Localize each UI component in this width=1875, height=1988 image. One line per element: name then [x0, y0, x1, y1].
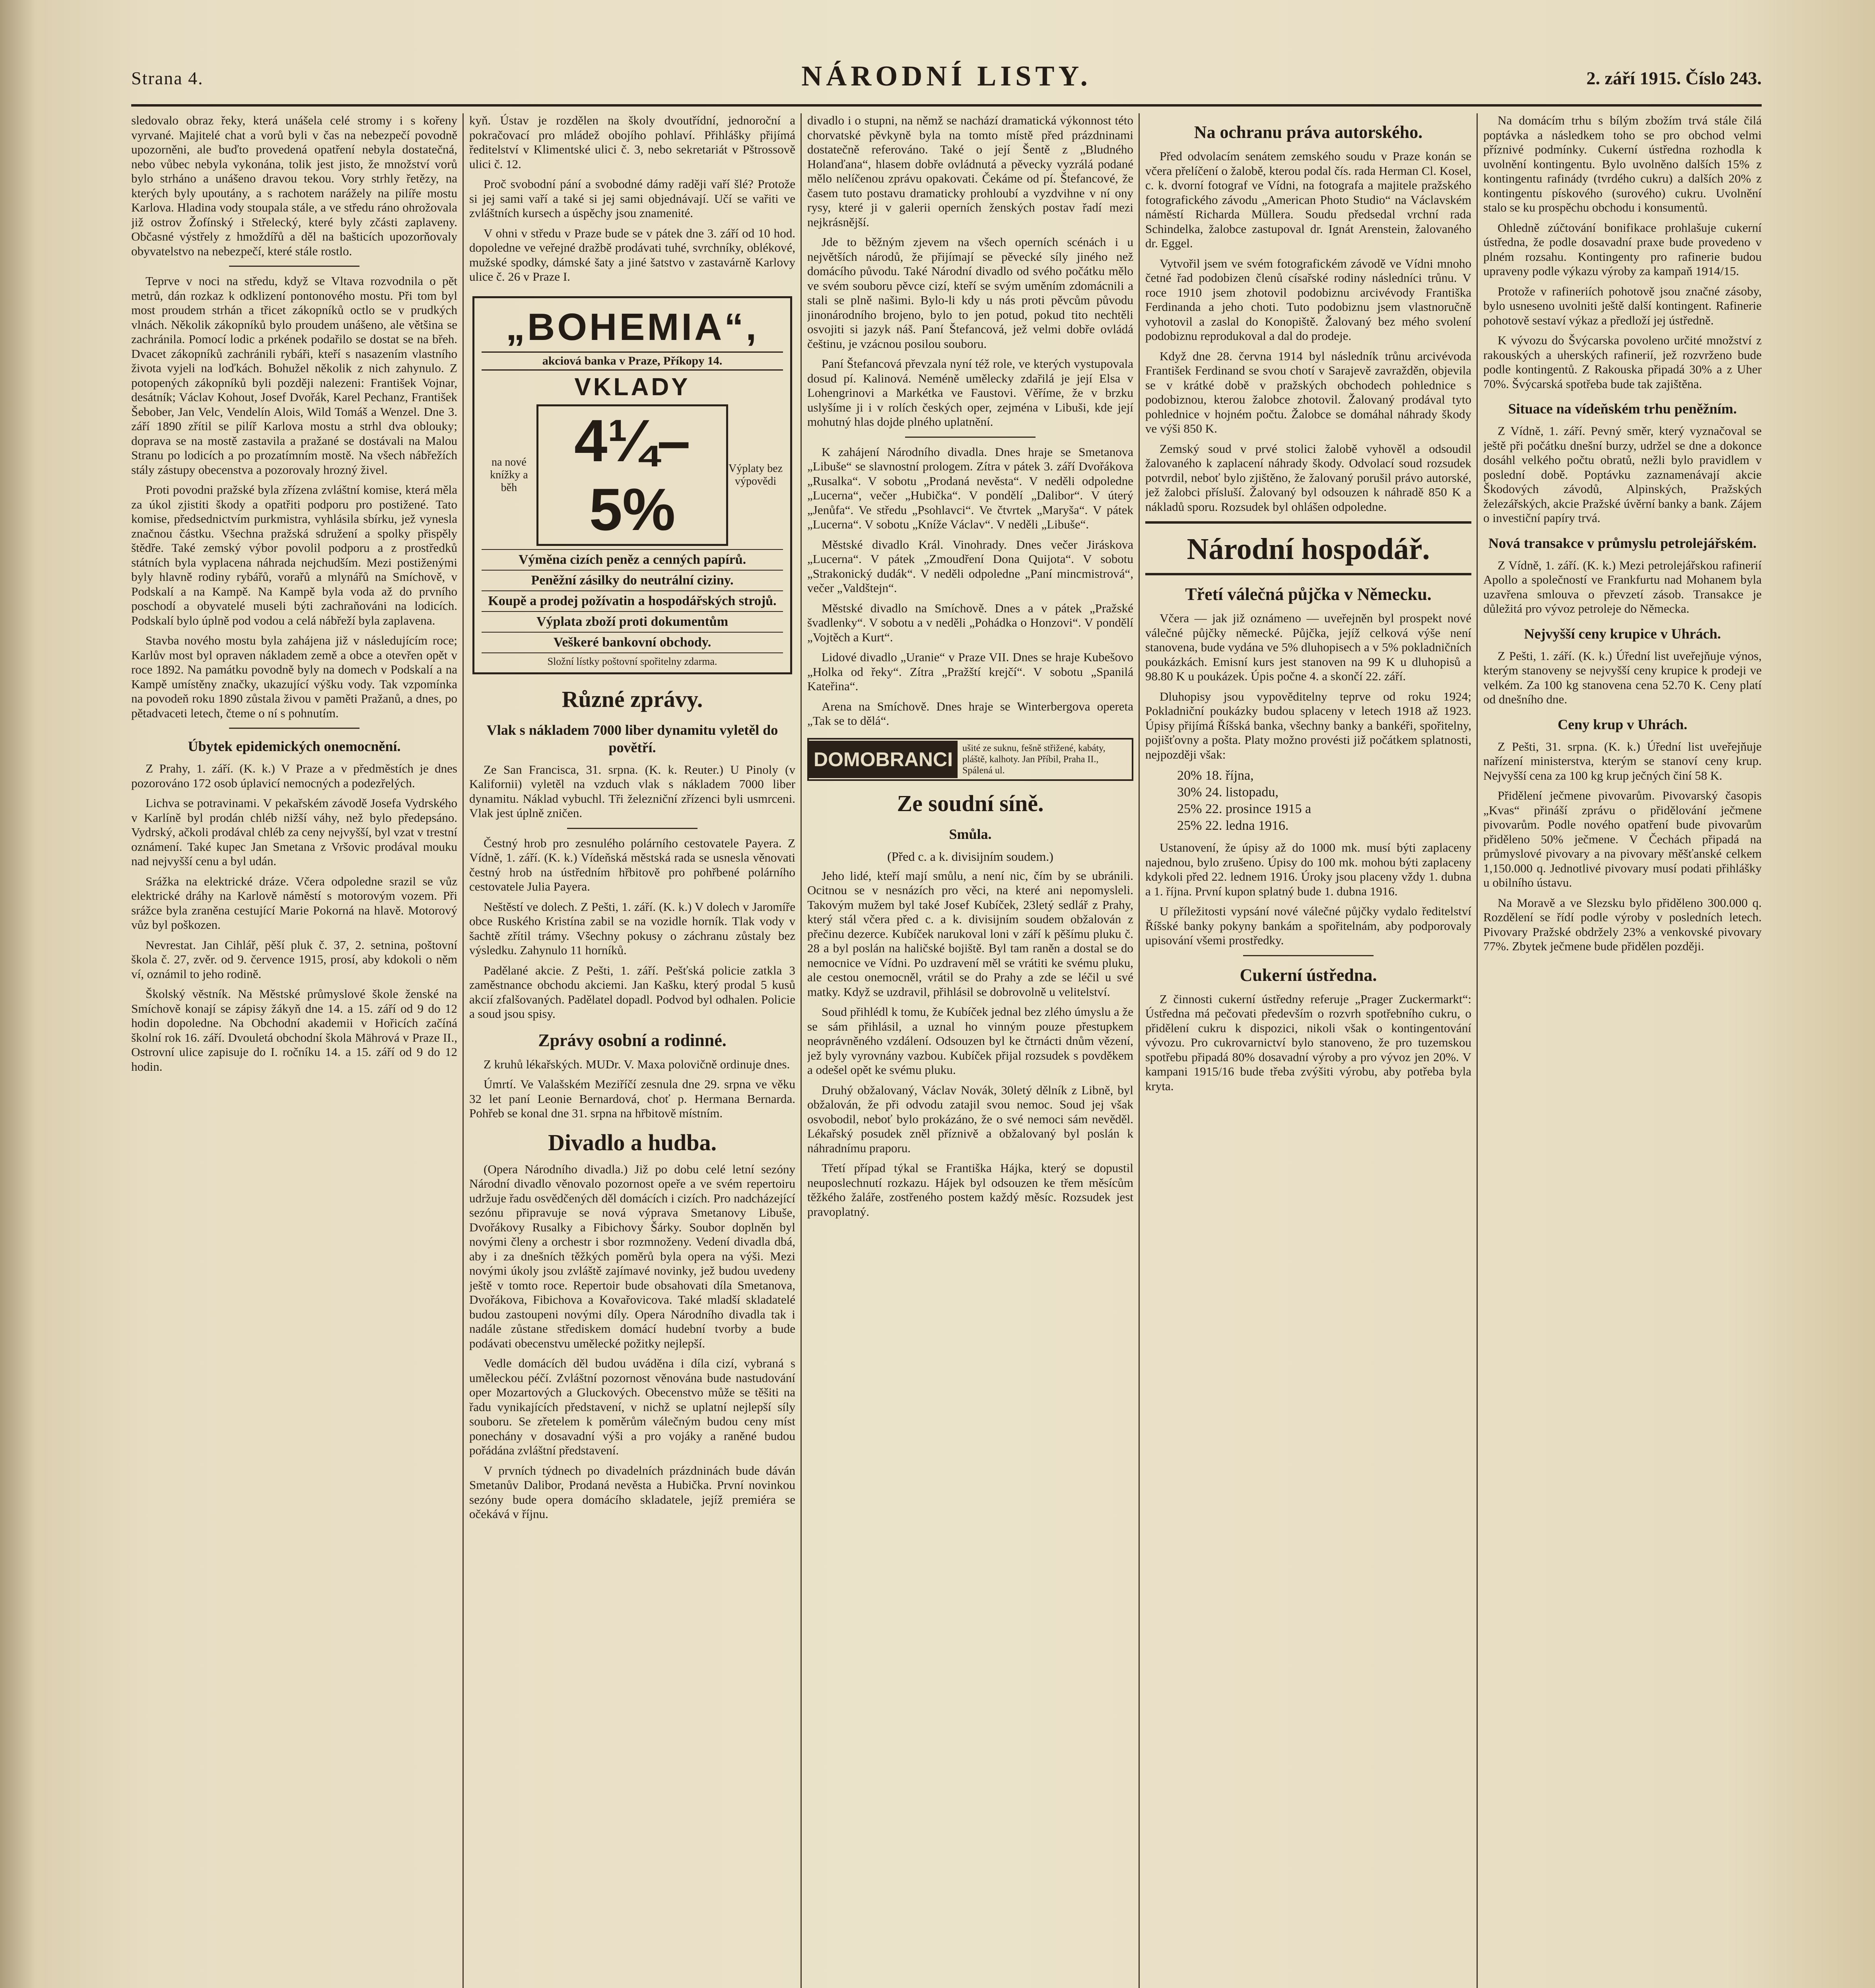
- article-headline: Třetí válečná půjčka v Německu.: [1185, 584, 1432, 604]
- column-5: [1483, 113, 1762, 1988]
- article-headline: Na ochranu práva autorského.: [1194, 122, 1423, 142]
- ad-service-line: Koupě a prodej požívatin a hospodářských strojů.: [482, 590, 783, 611]
- newspaper-title: NÁRODNÍ LISTY.: [801, 60, 1092, 92]
- column-3: [807, 113, 1133, 1988]
- payment-schedule: [1177, 767, 1471, 834]
- theatre-listing: Lidové divadlo „Uranie“ v Praze VII. Dnes se hraje Kubešovo „Holka od řeky“. Zítra „Pražští krejčí“. V sobotu „Spanilá Kateřina“.: [807, 650, 1133, 693]
- article-paragraph: Teprve v noci na středu, když se Vltava rozvodnila o pět metrů, dán rozkaz k odklizení pontonového mostu. Při tom byl most proudem strhán a třicet zákopníků octlo se v prudkých vlnách. Několik zákopníků bylo proudem unášeno, ale většina se zachránila. Pomocí lodic a prkének podařilo se dostat se na břeh. Dvacet zákopníků zachránili rybáři, kteří s nasazením vlastního života vyjeli na loďkách. Bohužel několik z nich zahynulo. Z potopených zákopníků byli později nalezeni: František Vojnar, desátník; Václav Kohout, Josef Dvořák, Karel Pechanz, František Šebober, Jan Velc, Vendelín Alois, Wild Tomáš a Wenzel. Dne 3. září 1890 zřítil se pilíř Karlova mostu a strhl dva oblouky; doprava se na mostě zastavila a pražané se dostávali na Malou Stranu po lodicích a po prozatímním mostě. Na všech nábřežích stály zástupy obecenstva a pozorovaly hrozný živel.: [131, 274, 457, 477]
- article-paragraph: Protože v rafineriích pohotově jsou značné zásoby, bylo usneseno uvolniti ještě další kontingent. Rafinerie pohotově sestaví výkaz a předloží jej ústředně.: [1483, 284, 1762, 327]
- news-item: Z Prahy, 1. září. (K. k.) V Praze a v předměstích je dnes pozorováno 172 osob úplavicí nemocných a podezřelých.: [131, 761, 457, 790]
- bohemia-bank-advertisement: [472, 296, 792, 674]
- news-item: Školský věstník. Na Městské průmyslové škole ženské na Smíchově konají se zápisy žákyň dne 14. a 15. září od 9 do 12 hodin dopoledne. Na Obchodní akademii v Hořicích začíná školní rok 16. září. Dvouletá obchodní škola Mährová v Praze II., Ostrovní ulice zapisuje do I. ročníku 14. a 15. září od 9 do 12 hodin.: [131, 987, 457, 1074]
- payment-schedule-row: 25% 22. ledna 1916.: [1177, 818, 1289, 833]
- article-paragraph: Přidělení ječmene pivovarům. Pivovarský časopis „Kvas“ přináší zprávu o přidělování ječmene pivovarům. Podle nového opatření bude pivovarům přiděleno 50% ječmene. V Čechách připadá na průmyslové pivovary a na pivovary měšťanské celkem 1,150.000 q. Jednotlivé pivovary musí podati přihlášky u obilního ústavu.: [1483, 788, 1762, 889]
- theatre-listing: Městské divadlo na Smíchově. Dnes a v pátek „Pražské švadlenky“. V sobotu a v neděli „Pohádka o Honzovi“. V pondělí „Vojtěch a Kurt“.: [807, 601, 1133, 644]
- article-paragraph: kyň. Ústav je rozdělen na školy dvoutřídní, jednoroční a pokračovací pro mládež obojího pohlaví. Přihlášky přijímá ředitelství v Klimentské ulici č. 3, nebo sekretariát v Pštrossově ulici č. 12.: [469, 113, 795, 171]
- column-divider: [1139, 113, 1140, 1988]
- ad-rate-right-note: Výplaty bez výpovědi: [729, 462, 783, 487]
- news-item: Z kruhů lékařských. MUDr. V. Maxa polovičně ordinuje dnes.: [484, 1057, 790, 1071]
- news-item: V ohni v středu v Praze bude se v pátek dne 3. září od 10 hod. dopoledne ve veřejné dražbě prodávati tuhé, svrchníky, oblékové, mužské spodky, dámské šaty a jiné šatstvo v zastavárně Karlovy ulice č. 26 v Praze I.: [469, 226, 795, 283]
- theatre-listing: K zahájení Národního divadla. Dnes hraje se Smetanova „Libuše“ se slavnostní prologem. Zítra v pátek 3. září Dvořákova „Rusalka“. V sobotu „Prodaná nevěsta“. V neděli odpoledne „Lucerna“, večer „Hubička“. V pondělí „Dalibor“. V úterý „Jenůfa“. Ve středu „Psohlavci“. Ve čtvrtek „Maryša“. V pátek „Lucerna“. V sobotu „Kníže Václav“. V neděli „Libuše“.: [807, 445, 1133, 531]
- ad-service-line: Výplata zboží proti dokumentům: [482, 611, 783, 632]
- article-paragraph: divadlo i o stupni, na němž se nachází dramatická výkonnost této chorvatské pěvkyně byla na tomto místě před prázdninami dostatečně referováno. Také o její Šentě z „Bludného Holanďana“, hlasem dobře ovládnutá a pěvecky vyzrálá podané mělo nelíčenou zprávu opakovati. Čekáme od pí. Štefancové, že časem tuto postavu dramaticky prohloubí a vyzdvihne v ní ony rysy, které ji v galerii operních ženských postav řadí mezi nejkrásnější.: [807, 113, 1133, 229]
- section-rule: [1145, 521, 1471, 524]
- separator: [229, 266, 359, 267]
- article-paragraph: Včera — jak již oznámeno — uveřejněn byl prospekt nové válečné půjčky německé. Půjčka, jejíž celková výše není stanovena, bude vydána ve 5% dluhopisech a v 5% pokladničních poukázkách. Emisní kurs jest stanoven na 99 K u dluhopisů a 98.80 K u poukázek. Úpis počne 4. a skončí 22. září.: [1145, 611, 1471, 683]
- news-item: Čestný hrob pro zesnulého polárního cestovatele Payera. Z Vídně, 1. září. (K. k.) Vídeňská městská rada se usnesla věnovati čestný hrob na ústředním hřbitově pro pohřbené polárního cestovatele Julia Payera.: [469, 836, 795, 893]
- news-item: Padělané akcie. Z Pešti, 1. září. Pešťská policie zatkla 3 zaměstnance obchodu akciemi. Jan Kašku, který prodal 5 kusů akcií zfalšovaných. Padělatel dopadl. Podvod byl odhalen. Policie a soud jsou spisy.: [469, 963, 795, 1021]
- article-paragraph: Když dne 28. června 1914 byl následník trůnu arcivévoda František Ferdinand se svou chotí v Sarajevě zavražděn, objevila se v krátké době v pražských obchodech pohlednice s podobiznou, kterou žalobce zhotovil. Žalovaný prodával tyto pohlednice v hojném počtu. Žalobce se domáhal náhrady škody ve výši 850 K.: [1145, 349, 1471, 435]
- article-paragraph: Ze San Francisca, 31. srpna. (K. k. Reuter.) U Pinoly (v Kalifornii) vyletěl na vzduch vlak s nákladem 7000 liber dynamitu. Náklad vybuchl. Tři železniční zřízenci byli usmrceni. Vlak jest úplně zničen.: [469, 762, 795, 820]
- ad-interest-rate: 4¼–5%: [536, 404, 728, 546]
- article-paragraph: Stavba nového mostu byla zahájena již v následujícím roce; Karlův most byl opraven nákladem země a obce a otevřen opět v roce 1892. Na památku povodně byly na domech v Podskalí a na Kampě umístěny značky, ukazující výšku vody. Tak vzpomínka na povodeň roku 1890 zůstala živou v paměti Pražanů, a dnes, po pětadvaceti letech, čteme o ní s pohnutím.: [131, 633, 457, 720]
- ad-subtitle: akciová banka v Praze, Příkopy 14.: [482, 351, 783, 371]
- domobranci-advertisement: [807, 738, 1133, 781]
- ad-brand: „BOHEMIA“,: [506, 305, 759, 348]
- article-paragraph: K vývozu do Švýcarska povoleno určité množství z rakouských a uherských rafinerií, jež rozvrženo bude podle kontingentů. Z Rakouska připadá 30% a z Uher 70%. Švýcarská spotřeba bude tak zajištěna.: [1483, 333, 1762, 391]
- header-rule: [131, 104, 1762, 107]
- ad-rate-box: [482, 404, 783, 546]
- ad-footnote: Složní lístky poštovní spořitelny zdarma.: [482, 652, 783, 668]
- separator: [229, 728, 359, 729]
- ad-name: DOMOBRANCI: [809, 741, 958, 778]
- article-paragraph: Z Vídně, 1. září. Pevný směr, který vyznačoval se ještě při počátku dnešní burzy, udržel se dne a dokonce dosáhl velkého počtu obratů, nežli bylo pravidlem v poslední době. Poptávku zaznamenávají akcie Škodových závodů, Alpinských, Pražských železářských, akcie Pražské úvěrní banky a bank. Zájem o investiční papíry trvá.: [1483, 424, 1762, 525]
- article-paragraph: Ohledně zúčtování bonifikace prohlašuje cukerní ústředna, že podle dosavadní praxe bude provedeno v plném rozsahu. Kontingenty pro rafinerie budou upraveny podle výkazu výroby za kampaň 1914/15.: [1483, 220, 1762, 278]
- article-paragraph: Jeho lidé, kteří mají smůlu, a není nic, čím by se ubránili. Ocitnou se v nesnázích pro věci, na které ani nepomysleli. Takovým mužem byl také Josef Kubíček, 23letý sedlář z Prahy, který stál včera před c. a k. divisijním soudem obžalován z přečinu dezerce. Kubíček narukoval loni v září k pěšímu pluku č. 28 a byl poslán na haličské bojiště. Byl tam raněn a dostal se do nemocnice ve Vídni. Po uzdravení měl se vrátiti ke svému pluku, ale cestou onemocněl, vrátil se do Prahy a zde se léčil u své matky. Když se uzdravil, přihlásil se dobrovolně u velitelství.: [807, 868, 1133, 999]
- theatre-listing: Arena na Smíchově. Dnes hraje se Winterbergova opereta „Tak se to dělá“.: [807, 699, 1133, 728]
- separator: [1243, 955, 1374, 956]
- column-4: [1145, 113, 1471, 1988]
- date-and-issue: 2. září 1915. Číslo 243.: [1586, 68, 1762, 88]
- article-subheading: (Před c. a k. divisijním soudem.): [887, 849, 1053, 864]
- news-item: Nevrestat. Jan Cihlář, pěší pluk č. 37, 2. setnina, poštovní škola č. 27, zvěr. od 9. července 1915, prosí, aby kdokoli o něm ví, oznámil to jeho rodině.: [131, 938, 457, 981]
- article-headline: Smůla.: [949, 826, 992, 842]
- payment-schedule-row: 20% 18. října,: [1177, 768, 1254, 783]
- article-paragraph: Jde to běžným zjevem na všech operních scénách i u největších národů, že přijímají se pěvecké síly jiného než domácího původu. Také Národní divadlo od svého počátku mělo ve svém souboru pěvce cizí, kteří se svým uměním zdomácnili a stali se plně našimi. Bylo-li kdy u nás proti pěvcům původu jinonárodního brojeno, bylo to jen potud, pokud tito nechtěli osvojiti si jazyk náš. Paní Štefancová, jež velmi dobře ovládá češtinu, je vzácnou posilou souboru.: [807, 235, 1133, 351]
- article-paragraph: Paní Štefancová převzala nyní též role, ve kterých vystupovala dosud pí. Kalinová. Neméně umělecky zdařilá je její Elsa v Lohengrinovi a Markétka ve Faustovi. Věříme, že v brzku uslyšíme ji i v rolích českých oper, zejména v Libuši, kde její mohutný hlas dojde plného uplatnění.: [807, 357, 1133, 429]
- article-paragraph: Druhý obžalovaný, Václav Novák, 30letý dělník z Libně, byl obžalován, že při odvodu zatajil svou nemoc. Soud jej však osvobodil, neboť bylo prokázáno, že o své nemoci sám nevěděl. Lékařský posudek zněl příznivě a obžalovaný byl poslán k náhradnímu praporu.: [807, 1083, 1133, 1155]
- ad-service-line: Výměna cizích peněz a cenných papírů.: [482, 549, 783, 570]
- article-paragraph: Před odvolacím senátem zemského soudu v Praze konán se včera přelíčení o žalobě, kterou podal čís. rada Herman Cl. Kosel, c. k. dvorní fotograf ve Vídni, na fotografa a majitele pražského fotografického závodu „American Photo Studio“ na Václavském náměstí Richarda Müllera. Soudu předsedal vrchní rada Schindelka, žalobce zastupoval dr. Ignát Arenstein, žalovaného dr. Eggel.: [1145, 149, 1471, 250]
- article-headline: Nová transakce v průmyslu petrolejářském.: [1488, 535, 1757, 551]
- news-item: Proč svobodní pání a svobodné dámy raději vaří šlé? Protože si jej sami vaří a také si jej sami objednávají. Učí se vařiti ve zvláštních kursech a úspěchy jsou znamenité.: [469, 177, 795, 220]
- separator: [567, 828, 698, 829]
- payment-schedule-row: 30% 24. listopadu,: [1177, 785, 1278, 800]
- article-headline: Ceny krup v Uhrách.: [1557, 716, 1688, 732]
- news-item: Úmrtí. Ve Valašském Meziříčí zesnula dne 29. srpna ve věku 32 let paní Leonie Bernardová, choť p. Hermana Bernarda. Pohřeb se konal dne 31. srpna na hřbitově místním.: [469, 1077, 795, 1120]
- column-divider: [462, 113, 464, 1988]
- section-heading: Ze soudní síně.: [897, 790, 1044, 816]
- article-paragraph: sledovalo obraz řeky, která unášela celé stromy i s kořeny vyrvané. Majitelé chat a vorů byli v čas na nebezpečí povodně upozorněni, ale buďto provedená opatření nebyla dostatečná, nebo vůbec nebyla vykonána, tolik jest jisto, že množství vorů bylo strháno a unášeno dravou tekou. Vory strhly řetězy, na kterých byly upoutány, a s rachotem narážely na pilíře mostu Karlova. Hladina vody stoupala stále, a ve středu ráno ohrožovala již ostrov Žofínský i Střelecký, které byly zčásti zaplaveny. Občasné výstřely z hmoždířů a děl na bašticích upozorňovaly obyvatelstvo na nebezpečí, které stále rostlo.: [131, 113, 457, 258]
- payment-schedule-row: 25% 22. prosince 1915 a: [1177, 802, 1312, 816]
- separator: [905, 437, 1036, 438]
- article-paragraph: Na domácím trhu s bílým zbožím trvá stále čilá poptávka a následkem toho se pro obchod velmi příznivé podmínky. Cukerní ústředna rozhodla k uvolnění kontingentu. Bylo uvolněno dalších 15% z kontingentu rafinády (tvrdého cukru) a dalších 20% z kontingentu pískového (surového) cukru. Uvolnění stalo se ku prospěchu obchodu i konsumentů.: [1483, 113, 1762, 214]
- section-heading: Různé zprávy.: [562, 686, 703, 712]
- section-heading: Divadlo a hudba.: [548, 1129, 717, 1155]
- ad-service-line: Veškeré bankovní obchody.: [482, 632, 783, 652]
- ad-service-line: Peněžní zásilky do neutrální ciziny.: [482, 570, 783, 590]
- section-rule: [1145, 573, 1471, 575]
- news-item: Srážka na elektrické dráze. Včera odpoledne srazil se vůz elektrické dráhy na Karlově náměstí s motorovým vozem. Při srážce byla zraněna cestující Marie Pokorná na hlavě. Motorový vůz byl poškozen.: [131, 874, 457, 932]
- masthead: [131, 60, 1762, 103]
- news-item: Neštěstí ve dolech. Z Pešti, 1. září. (K. k.) V dolech v Jaromíře obce Ruského Kristína zabil se na vozidle horník. Tlak vody v šachtě zřítil trámy. Všechny pokusy o záchranu zůstaly bez výsledku. Zahynulo 11 horníků.: [469, 899, 795, 957]
- article-paragraph: U příležitosti vypsání nové válečné půjčky vydalo ředitelství Říšské banky pokyny bankám a spořitelnám, aby podporovaly upisování všemi prostředky.: [1145, 904, 1471, 947]
- column-divider: [801, 113, 802, 1988]
- news-item: Lichva se potravinami. V pekařském závodě Josefa Vydrského v Karlíně byl prodán chléb nižší váhy, než bylo předepsáno. Vydrský, ačkoli prodával chléb za ceny nejvyšší, byl vzat v trestní oznámení. Také kupec Jan Smetana z Vršovic prodával mouku nad nejvyšší cenu a byl udán.: [131, 796, 457, 868]
- article-headline: Nejvyšší ceny krupice v Uhrách.: [1524, 625, 1721, 642]
- column-2: [469, 113, 795, 1988]
- section-heading: Národní hospodář.: [1187, 532, 1430, 566]
- theatre-listing: Městské divadlo Král. Vinohrady. Dnes večer Jiráskova „Lucerna“. V pátek „Zmoudření Dona Quijota“. V sobotu „Strakonický dudák“. V neděli odpoledne „Paní mincmistrová“, večer „Valdštejn“.: [807, 537, 1133, 595]
- article-paragraph: Vytvořil jsem ve svém fotografickém závodě ve Vídni mnoho četné řad podobizen členů císařské rodiny následníci trůnu. V roce 1910 jsem zhotovil podobiznu arcivévody Františka Ferdinanda a jeho choti. Tuto podobiznu jsem vlastnoručně vyhotovil a zaslal do Konopiště. Žalovaný bez mého svolení podobiznu reprodukoval a dal do prodeje.: [1145, 256, 1471, 343]
- ad-rate-left-note: na nové knížky a běh: [490, 456, 528, 494]
- article-paragraph: V prvních týdnech po divadelních prázdninách bude dáván Smetanův Dalibor, Prodaná nevěsta a Hubička. První novinkou sezóny bude opera domácího skladatele, jejíž premiéra se očekává v říjnu.: [469, 1463, 795, 1521]
- article-paragraph: Z Pešti, 31. srpna. (K. k.) Úřední list uveřejňuje nařízení ministerstva, kterým se stanoví ceny krup. Nejvyšší cena za 100 kg krup ječných činí 58 K.: [1483, 739, 1762, 782]
- article-paragraph: Z činnosti cukerní ústředny referuje „Prager Zuckermarkt“: Ústředna má pečovati především o rozvrh spotřebního cukru, o přidělení cukru k dispozici, nikoli však o kontingentování vývozu. Pro cukrovarnictví bylo stanoveno, že pro tuzemskou spotřebu připadá 80% dosavadní výroby a pro vývoz jen 20%. V kampani 1915/16 bude třeba zvýšiti výrobu, aby potřeba byla kryta.: [1145, 992, 1471, 1093]
- article-headline: Cukerní ústředna.: [1240, 965, 1377, 985]
- article-headline: Vlak s nákladem 7000 liber dynamitu vyletěl do povětří.: [486, 722, 778, 755]
- article-paragraph: Z Vídně, 1. září. (K. k.) Mezi petrolejářskou rafinerií Apollo a společností ve Frankfurtu nad Mohanem byla uzavřena smlouva o převzetí zásob. Transakce je důležitá pro vývoz petroleje do Německa.: [1483, 558, 1762, 615]
- ad-info: ušité ze suknu, fešně střižené, kabáty, pláště, kalhoty. Jan Příbil, Praha II., Spálená ul.: [962, 743, 1106, 776]
- article-paragraph: Dluhopisy jsou vypověditelny teprve od roku 1924; Pokladniční poukázky budou splaceny v letech 1918 až 1923. Úpisy přijímá Říšská banka, všechny banky a bankéři, spořitelny, pojišťovny a pošta. Platy možno provésti již počátkem splatnosti, nejpozději však:: [1145, 689, 1471, 761]
- article-paragraph: Soud přihlédl k tomu, že Kubíček jednal bez zlého úmyslu a že se sám přihlásil, a uznal ho vinným pouze přestupkem neoprávněného vzdálení. Odsouzen byl ke čtrnácti dnům vězení, jež byly vyrovnány vazbou. Kubíček přijal rozsudek s povděkem a odešel opět ke svému pluku.: [807, 1005, 1133, 1077]
- section-heading: Zprávy osobní a rodinné.: [538, 1030, 727, 1050]
- column-divider: [1477, 113, 1478, 1988]
- article-headline: Situace na vídeňském trhu peněžním.: [1508, 401, 1737, 417]
- page-edge-shadow: [0, 0, 36, 1988]
- article-paragraph: Vedle domácích děl budou uváděna i díla cizí, vybraná s uměleckou péčí. Zvláštní pozornost věnována bude nastudování oper Mozartových a Gluckových. Obecenstvo může se těšiti na řadu vynikajících představení, v nichž se uplatní nejlepší síly souboru. Se zřetelem k poměrům válečným budou ceny míst ponechány v dosavadní výši a pro vojáky a raněné budou pořádána zvláštní představení.: [469, 1356, 795, 1457]
- news-heading: Úbytek epidemických onemocnění.: [188, 738, 401, 754]
- article-paragraph: Z Pešti, 1. září. (K. k.) Úřední list uveřejňuje výnos, kterým stanoveny se nejvyšší ceny krupice k prodeji ve velkém. Za 100 kg stanovena cena 52.70 K. Ceny platí od dnešního dne.: [1483, 648, 1762, 706]
- column-1: [131, 113, 457, 1988]
- article-paragraph: Zemský soud v prvé stolici žalobě vyhověl a odsoudil žalovaného k zaplacení náhrady škody. Odvolací soud rozsudek potvrdil, neboť bylo zjištěno, že žalovaný porušil právo autorské, jež žalobci přísluší. Žalovaný byl odsouzen k náhradě 850 K a nákladů sporu. Rozsudek byl ohlášen odpoledne.: [1145, 441, 1471, 514]
- page-number: Strana 4.: [131, 68, 204, 88]
- article-paragraph: Ustanovení, že úpisy až do 1000 mk. musí býti zaplaceny najednou, bylo zrušeno. Úpisy do 100 mk. mohou býti zaplaceny kdykoli před 22. lednem 1916. Úroky jsou placeny vždy 1. dubna a 1. října. První kupon splatný bude 1. dubna 1916.: [1145, 841, 1471, 898]
- article-paragraph: Na Moravě a ve Slezsku bylo přiděleno 300.000 q. Rozdělení se řídí podle výroby v posledních letech. Pivovary Pražské obdržely 23% a venkovské pivovary 77%. Zbytek ječmene bude přidělen později.: [1483, 895, 1762, 953]
- article-paragraph: Třetí případ týkal se Františka Hájka, který se dopustil neuposlechnutí rozkazu. Hájek byl odsouzen ke třem měsícům těžkého žaláře, zostřeného postem každý měsíc. Rozsudek jest pravoplatný.: [807, 1161, 1133, 1219]
- article-paragraph: Proti povodni pražské byla zřízena zvláštní komise, která měla za úkol zjistiti škody a opatřiti podporu pro postižené. Tato komise, předsednictvím purkmistra, vyhlásila sbírku, jež vynesla značnou částku. Všechna pražská sdružení a spolky přispěly štědře. Také zemský výbor povolil podporu a z prostředků státních byla vyplacena náhrada nejchudším. Mezi postiženými byly hlavně rodiny rybářů, vorařů a mlynářů na Smíchově, v Podskalí a na Kampě. Na Kampě byla voda až do prvního poschodí a obyvatelé museli býti zachraňováni na lodicích. Podskalí bylo úplně pod vodou a celá nábřeží byla zaplavena.: [131, 483, 457, 627]
- ad-deposits-heading: VKLADY: [574, 373, 690, 401]
- article-paragraph: (Opera Národního divadla.) Již po dobu celé letní sezóny Národní divadlo věnovalo pozornost opeře a ve svém repertoiru udržuje řadu osvědčených děl domácích i cizích. Pro nadcházející sezónu připravuje se nová výprava Smetanovy Libuše, Dvořákovy Rusalky a Fibichovy Šárky. Soubor doplněn byl novými členy a orchestr i sbor rozmnoženy. Vedení divadla dbá, aby i za dnešních těžkých poměrů byla opera na výši. Mezi novými úkoly jsou zvláště zajímavé novinky, jež budou uvedeny ještě v tomto roce. Repertoir bude obsahovati díla Smetanova, Dvořákova, Fibichova a Kovařovicova. Také mladší skladatelé budou zastoupeni novými díly. Opera Národního divadla tak i nadále zůstane střediskem domácí hudební tvorby a bude podávati obecenstvu umělecké požitky nejlepší.: [469, 1162, 795, 1350]
